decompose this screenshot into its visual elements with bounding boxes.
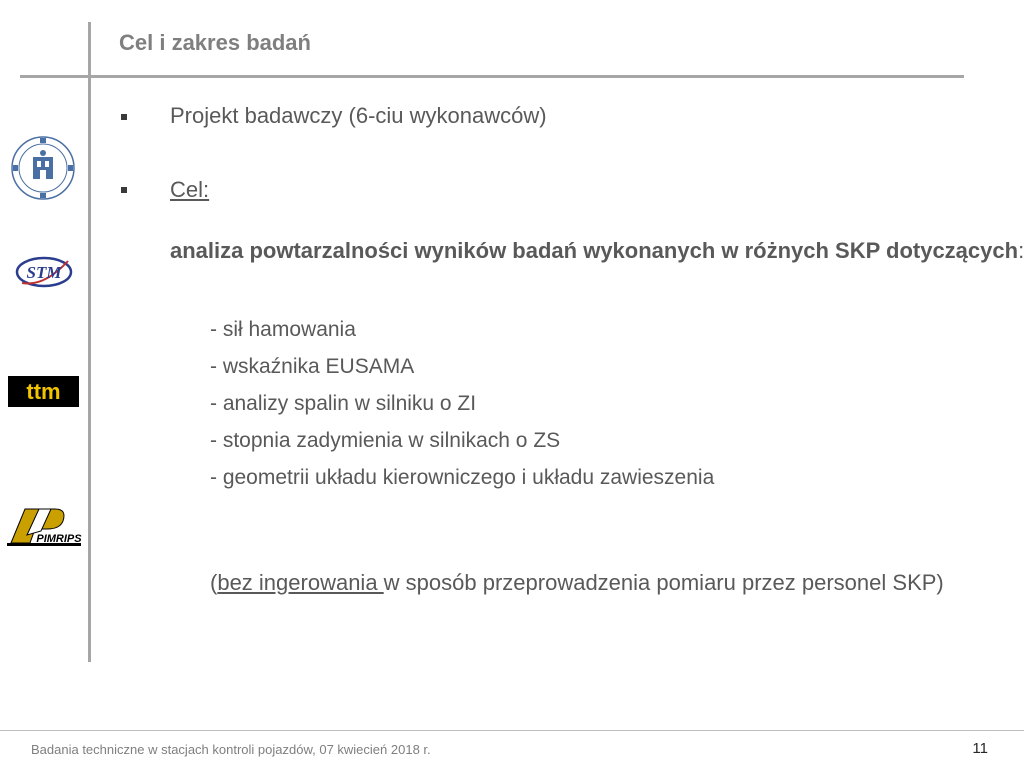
note-open: (: [210, 570, 218, 595]
note: [210, 570, 944, 596]
list-item: - wskaźnika EUSAMA: [210, 355, 415, 378]
goal-heading-colon: :: [1018, 238, 1024, 263]
goal-heading: [170, 238, 1024, 264]
svg-text:STM: STM: [26, 263, 62, 282]
slide-title: Cel i zakres badań: [119, 30, 311, 55]
pimrips-logo-icon: [5, 505, 83, 550]
footer-rule: [0, 730, 1024, 731]
bullet-goal: Cel:: [170, 177, 210, 202]
vertical-rule: [88, 22, 91, 662]
list-item: - sił hamowania: [210, 318, 356, 341]
list-item: - geometrii układu kierowniczego i układu zawieszenia: [210, 466, 715, 489]
bullet-marker: [121, 187, 127, 193]
ttm-logo-icon: [8, 376, 79, 407]
list-item: - analizy spalin w silniku o ZI: [210, 392, 477, 415]
bullet-marker: [121, 114, 127, 120]
title-underline: [20, 75, 964, 78]
page-number: 11: [972, 740, 988, 757]
bullet-project: Projekt badawczy (6-ciu wykonawców): [170, 103, 547, 128]
stm-logo-icon: [14, 253, 74, 291]
note-rest: w sposób przeprowadzenia pomiaru przez personel SKP): [383, 570, 944, 595]
university-seal-icon: [10, 135, 76, 201]
list-item: - stopnia zadymienia w silnikach o ZS: [210, 429, 561, 452]
goal-heading-text: analiza powtarzalności wyników badań wykonanych w różnych SKP dotyczących: [170, 238, 1019, 263]
scope-list: [210, 311, 714, 496]
svg-text:PIMRIPS: PIMRIPS: [36, 533, 82, 545]
footer-text: Badania techniczne w stacjach kontroli pojazdów, 07 kwiecień 2018 r.: [31, 742, 431, 757]
note-underlined: bez ingerowania: [217, 570, 384, 595]
svg-text:ttm: ttm: [26, 379, 61, 404]
